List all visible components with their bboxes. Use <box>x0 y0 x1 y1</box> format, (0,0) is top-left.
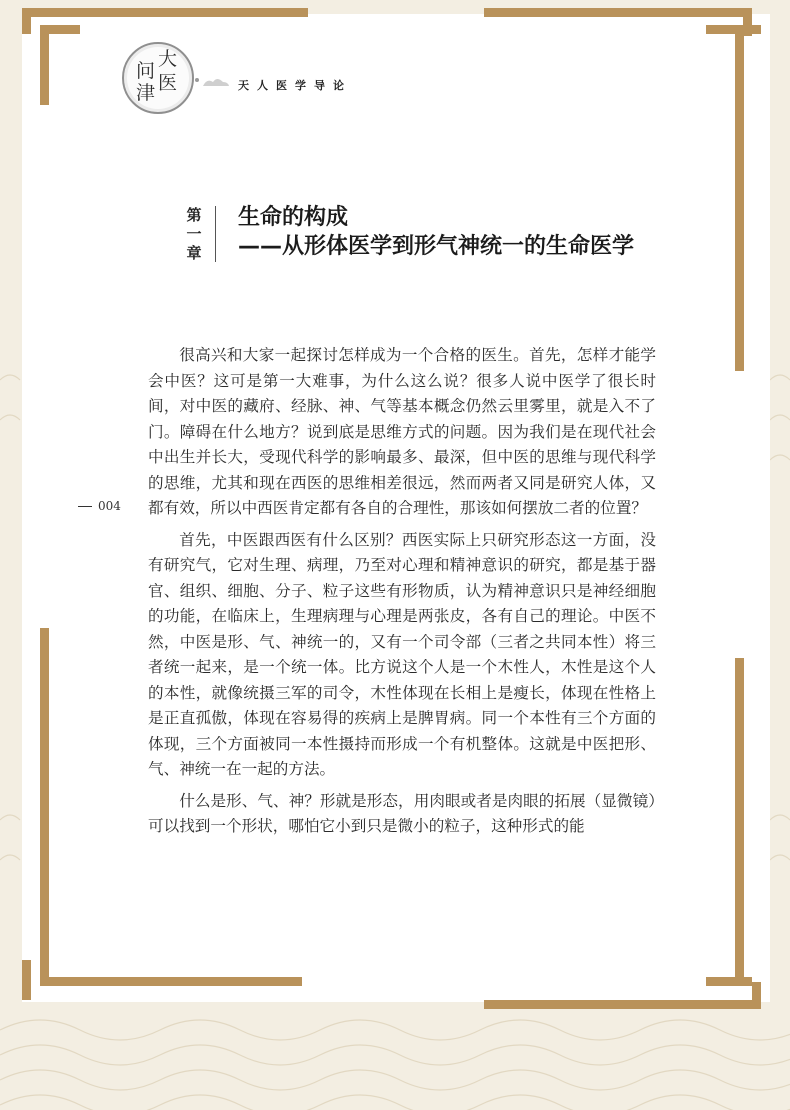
page-number <box>78 499 121 513</box>
chapter-title: 生命的构成 <box>238 205 349 230</box>
chapter-number-char: 一 <box>186 225 202 243</box>
seal-char: 大 <box>158 48 178 70</box>
seal-char: 问 <box>136 60 156 82</box>
chapter-number <box>184 206 204 263</box>
cloud-ornament-icon <box>193 72 233 92</box>
chapter-divider <box>215 206 216 262</box>
publisher-seal <box>122 42 194 114</box>
page-number-dash <box>78 506 92 507</box>
page-number-value: 004 <box>98 499 121 513</box>
paragraph: 什么是形、气、神？形就是形态，用肉眼或者是肉眼的拓展（显微镜）可以找到一个形状，哪怕它小到只是微小的粒子，这种形式的能 <box>148 791 656 835</box>
seal-char: 医 <box>158 72 178 94</box>
body-text <box>148 343 656 846</box>
chapter-subtitle: ——从形体医学到形气神统一的生命医学 <box>238 234 635 259</box>
paragraph: 很高兴和大家一起探讨怎样成为一个合格的医生。首先，怎样才能学会中医？这可是第一大难事，为什么这么说？很多人说中医学了很长时间，对中医的藏府、经脉、神、气等基本概念仍然云里雾里，就是入不了门。障碍在什么地方？说到底是思维方式的问题。因为我们是在现代社会中出生并长大，受现代科学的影响最多、最深，但中医的思维与现代科学的思维，尤其和现在西医的思维相差很远，然而两者又同是研究人体，又都有效，所以中西医肯定都有各自的合理性，那该如何摆放二者的位置？ <box>148 346 656 517</box>
chapter-number-char: 第 <box>186 206 202 224</box>
seal-char: 津 <box>136 82 156 104</box>
chapter-number-char: 章 <box>186 244 202 262</box>
book-title: 天人医学导论 <box>238 79 352 92</box>
paragraph: 首先，中医跟西医有什么区别？西医实际上只研究形态这一方面，没有研究气，它对生理、病理，乃至对心理和精神意识的研究，都是基于器官、组织、细胞、分子、粒子这些有形物质，认为精神意识只是神经细胞的功能，在临床上，生理病理与心理是两张皮，各有自己的理论。中医不然，中医是形、气、神统一的，又有一个司令部（三者之共同本性）将三者统一起来，是一个统一体。比方说这个人是一个木性人，木性是这个人的本性，就像统摄三军的司令，木性体现在长相上是瘦长，体现在性格上是正直孤傲，体现在容易得的疾病上是脾胃病。同一个本性有三个方面的体现，三个方面被同一本性摄持而形成一个有机整体。这就是中医把形、气、神统一在一起的方法。 <box>148 530 656 778</box>
